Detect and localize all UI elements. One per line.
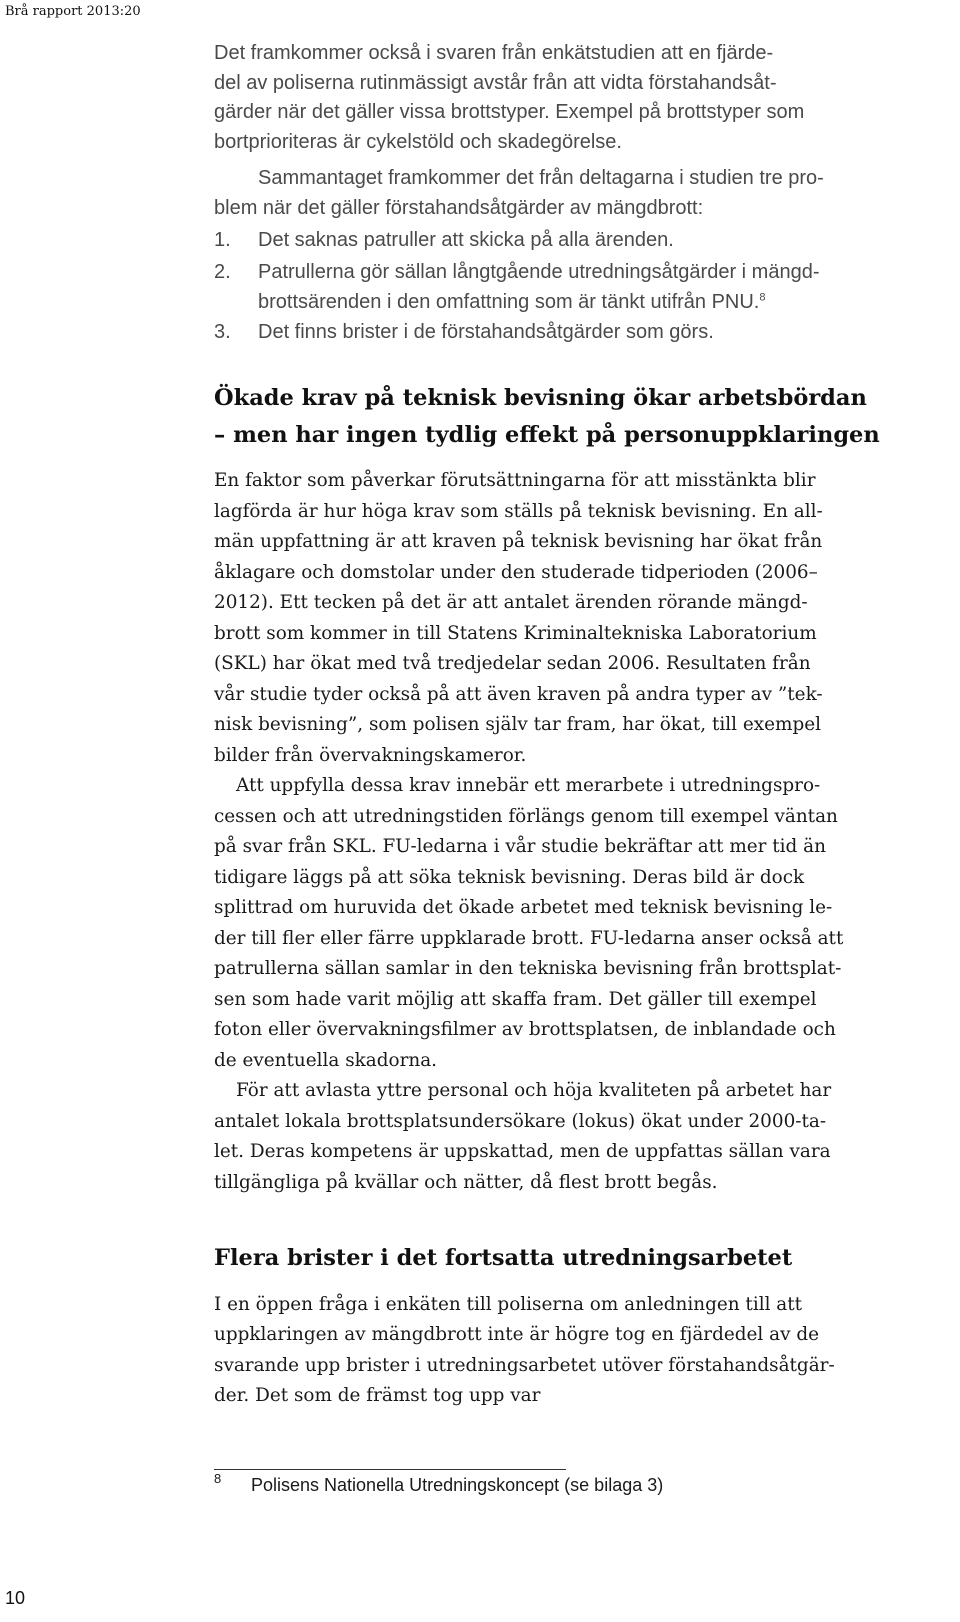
list-text: brottsärenden i den omfattning som är tänkt utifrån PNU. — [258, 291, 760, 313]
body-line: vår studie tyder också på att även kraven på andra typer av ”tek- — [214, 684, 823, 705]
body-line: der. Det som de främst tog upp var — [214, 1385, 541, 1406]
intro-p2-line: Sammantaget framkommer det från deltagarna i studien tre pro- — [258, 167, 824, 189]
intro-p1-line: del av poliserna rutinmässigt avstår från att vidta förstahandsåt- — [214, 72, 777, 94]
body-line: cessen och att utredningstiden förlängs genom till exempel väntan — [214, 806, 838, 827]
body-line: För att avlasta yttre personal och höja kvaliteten på arbetet har — [236, 1080, 832, 1101]
list-text: Det finns brister i de förstahandsåtgärder som görs. — [258, 321, 714, 343]
body-line: Att uppfylla dessa krav innebär ett merarbete i utredningspro- — [236, 775, 821, 796]
list-item — [214, 229, 934, 255]
body-line: bilder från övervakningskameror. — [214, 745, 527, 766]
intro-p1-line: Det framkommer också i svaren från enkätstudien att en fjärde- — [214, 42, 774, 64]
list-number: 2. — [214, 261, 231, 283]
intro-p2-line: blem när det gäller förstahandsåtgärder av mängdbrott: — [214, 197, 704, 219]
body-line: antalet lokala brottsplatsundersökare (lokus) ökat under 2000-ta- — [214, 1111, 827, 1132]
body-line: uppklaringen av mängdbrott inte är högre tog en fjärdedel av de — [214, 1324, 819, 1345]
body-line: tillgängliga på kvällar och nätter, då flest brott begås. — [214, 1172, 718, 1193]
body-line: I en öppen fråga i enkäten till poliserna om anledningen till att — [214, 1294, 803, 1315]
body-line: (SKL) har ökat med två tredjedelar sedan 2006. Resultaten från — [214, 653, 811, 674]
section-heading: Ökade krav på teknisk bevisning ökar arbetsbördan — [214, 385, 867, 411]
body-line: lagförda är hur höga krav som ställs på teknisk bevisning. En all- — [214, 501, 823, 522]
intro-p1-line: gärder när det gäller vissa brottstyper. Exempel på brottstyper som — [214, 101, 805, 123]
body-line: åklagare och domstolar under den studerade tidperioden (2006– — [214, 562, 818, 583]
list-item — [214, 261, 934, 317]
running-header: Brå rapport 2013:20 — [5, 4, 141, 19]
section-heading: – men har ingen tydlig effekt på personuppklaringen — [214, 422, 880, 448]
body-line: svarande upp brister i utredningsarbetet utöver förstahandsåtgär- — [214, 1355, 835, 1376]
body-line: let. Deras kompetens är uppskattad, men de uppfattas sällan vara — [214, 1141, 831, 1162]
list-number: 1. — [214, 229, 231, 251]
body-line: patrullerna sällan samlar in den tekniska bevisning från brottsplat- — [214, 958, 842, 979]
body-line: foton eller övervakningsfilmer av brottsplatsen, de inblandade och — [214, 1019, 836, 1040]
body-line: på svar från SKL. FU-ledarna i vår studie bekräftar att mer tid än — [214, 836, 826, 857]
body-line: tidigare läggs på att söka teknisk bevisning. Deras bild är dock — [214, 867, 805, 888]
list-text: Det saknas patruller att skicka på alla ärenden. — [258, 229, 674, 251]
body-line: de eventuella skadorna. — [214, 1050, 438, 1071]
footnote-number: 8 — [214, 1471, 222, 1486]
body-line: män uppfattning är att kraven på teknisk bevisning har ökat från — [214, 531, 823, 552]
list-item — [214, 321, 934, 347]
body-line: 2012). Ett tecken på det är att antalet ärenden rörande mängd- — [214, 592, 808, 613]
body-line: splittrad om huruvida det ökade arbetet med teknisk bevisning le- — [214, 897, 833, 918]
footnote-text: Polisens Nationella Utredningskoncept (se bilaga 3) — [251, 1475, 664, 1495]
body-line: der till fler eller färre uppklarade brott. FU-ledarna anser också att — [214, 928, 844, 949]
list-text: Patrullerna gör sällan långtgående utredningsåtgärder i mängd- — [258, 261, 820, 283]
list-number: 3. — [214, 321, 231, 343]
footnote-divider — [214, 1469, 566, 1470]
body-line: En faktor som påverkar förutsättningarna för att misstänkta blir — [214, 470, 816, 491]
section-heading: Flera brister i det fortsatta utredningsarbetet — [214, 1245, 793, 1271]
footnote-ref: 8 — [759, 291, 766, 304]
body-line: sen som hade varit möjlig att skaffa fram. Det gäller till exempel — [214, 989, 817, 1010]
body-line: brott som kommer in till Statens Kriminaltekniska Laboratorium — [214, 623, 817, 644]
list-text-continued — [258, 291, 766, 314]
intro-p1-line: bortprioriteras är cykelstöld och skadegörelse. — [214, 131, 622, 153]
body-line: nisk bevisning”, som polisen själv tar fram, har ökat, till exempel — [214, 714, 821, 735]
page-number: 10 — [5, 1588, 26, 1608]
